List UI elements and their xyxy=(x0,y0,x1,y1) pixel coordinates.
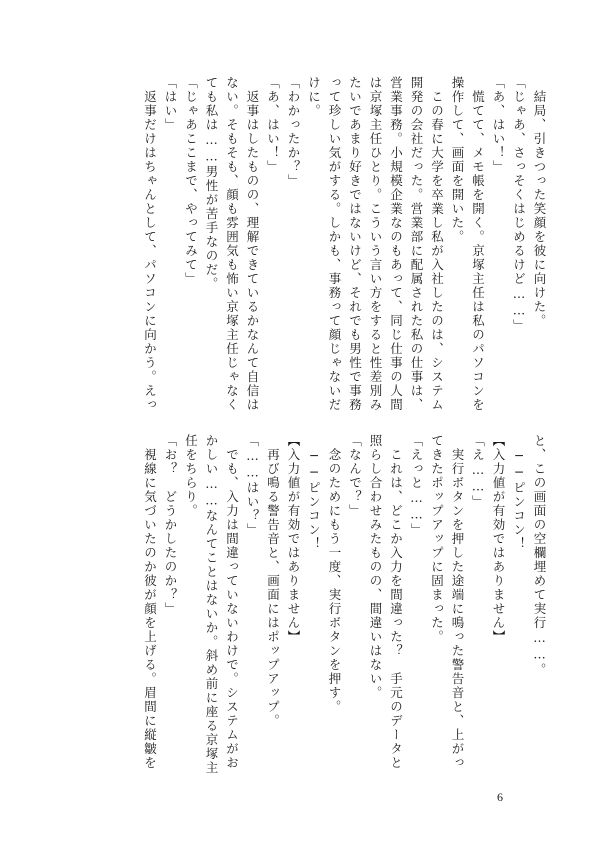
text-line: 任をちらり。 xyxy=(183,434,199,518)
text-line: 「はい」 xyxy=(163,76,178,132)
text-line: 「えっと……」 xyxy=(409,434,424,537)
text-line: 返事だけはちゃんとして、パソコンに向かう。えっ xyxy=(142,76,158,412)
text-line: 営業事務。小規模企業なのもあって、同じ仕事の人間 xyxy=(388,76,404,412)
text-line: って珍しい気がする。しかも、事務って顔じゃないだ xyxy=(327,76,342,412)
page-number: 6 xyxy=(497,790,503,804)
text-line: けに。 xyxy=(306,76,322,118)
text-line: 操作して、画面を開いた。 xyxy=(450,76,465,244)
text-line: 「じゃあ、さっそくはじめるけど……」 xyxy=(511,76,527,333)
text-line: 返事はしたものの、理解できているかなんて自信は xyxy=(245,76,260,412)
text-line: 「あ、はい！」 xyxy=(491,76,506,174)
text-line: 再び鳴る警告音と、画面にはポップアップ。 xyxy=(265,434,281,728)
text-line: 開発の会社だった。営業部に配属された私の仕事は、 xyxy=(409,76,424,412)
text-line: 「え……」 xyxy=(470,434,486,509)
text-line: は京塚主任ひとり。こういう言い方をすると性差別み xyxy=(368,76,383,412)
text-line: 「わかったか？」 xyxy=(286,76,301,188)
text-line: 【入力値が有効ではありません】 xyxy=(286,434,301,644)
text-line: ──ピンコン！ xyxy=(511,434,527,551)
text-line: 【入力値が有効ではありません】 xyxy=(491,434,506,644)
text-line: 「じゃあここまで、やってみて」 xyxy=(183,76,199,286)
text-line: ても私は……男性が苦手なのだ。 xyxy=(204,76,219,291)
text-line: 照らし合わせみたものの、間違いはない。 xyxy=(368,434,383,700)
text-line: 「お？ どうかしたのか？」 xyxy=(163,434,178,616)
text-line: 結局、引きつった笑顔を彼に向けた。 xyxy=(532,76,547,328)
upper-text-block xyxy=(139,76,549,412)
text-line: でも、入力は間違っていないわけで。システムがお xyxy=(224,434,240,770)
text-line: 「なんで？」 xyxy=(347,434,363,518)
text-line: ない。そもそも、顔も雰囲気も怖い京塚主任じゃなく xyxy=(224,76,240,412)
lower-text-block xyxy=(139,434,549,775)
text-line: 視線に気づいたのか彼が顔を上げる。眉間に縦皺を xyxy=(142,434,158,770)
text-line: と、この画面の空欄埋めて実行……。 xyxy=(532,434,547,677)
text-line: てきたポップアップに固まった。 xyxy=(429,434,445,644)
text-line: たいであまり好きではないけど、それでも男性で事務 xyxy=(347,76,363,412)
text-line: この春に大学を卒業し私が入社したのは、システム xyxy=(429,76,445,412)
text-line: 「あ、はい！」 xyxy=(265,76,281,174)
text-line: 実行ボタンを押した途端に鳴った警告音と、上がっ xyxy=(450,434,465,770)
text-line: これは、どこか入力を間違った？ 手元のデータと xyxy=(388,434,404,770)
text-line: 念のためにもう一度、実行ボタンを押す。 xyxy=(327,434,342,714)
text-line: 「……はい？」 xyxy=(245,434,260,537)
text-line: 慌てて、メモ帳を開く。京塚主任は私のパソコンを xyxy=(470,76,486,412)
text-line: ──ピンコン！ xyxy=(306,434,322,551)
text-line: かしい……なんてことはないか。斜め前に座る京塚主 xyxy=(204,434,219,775)
